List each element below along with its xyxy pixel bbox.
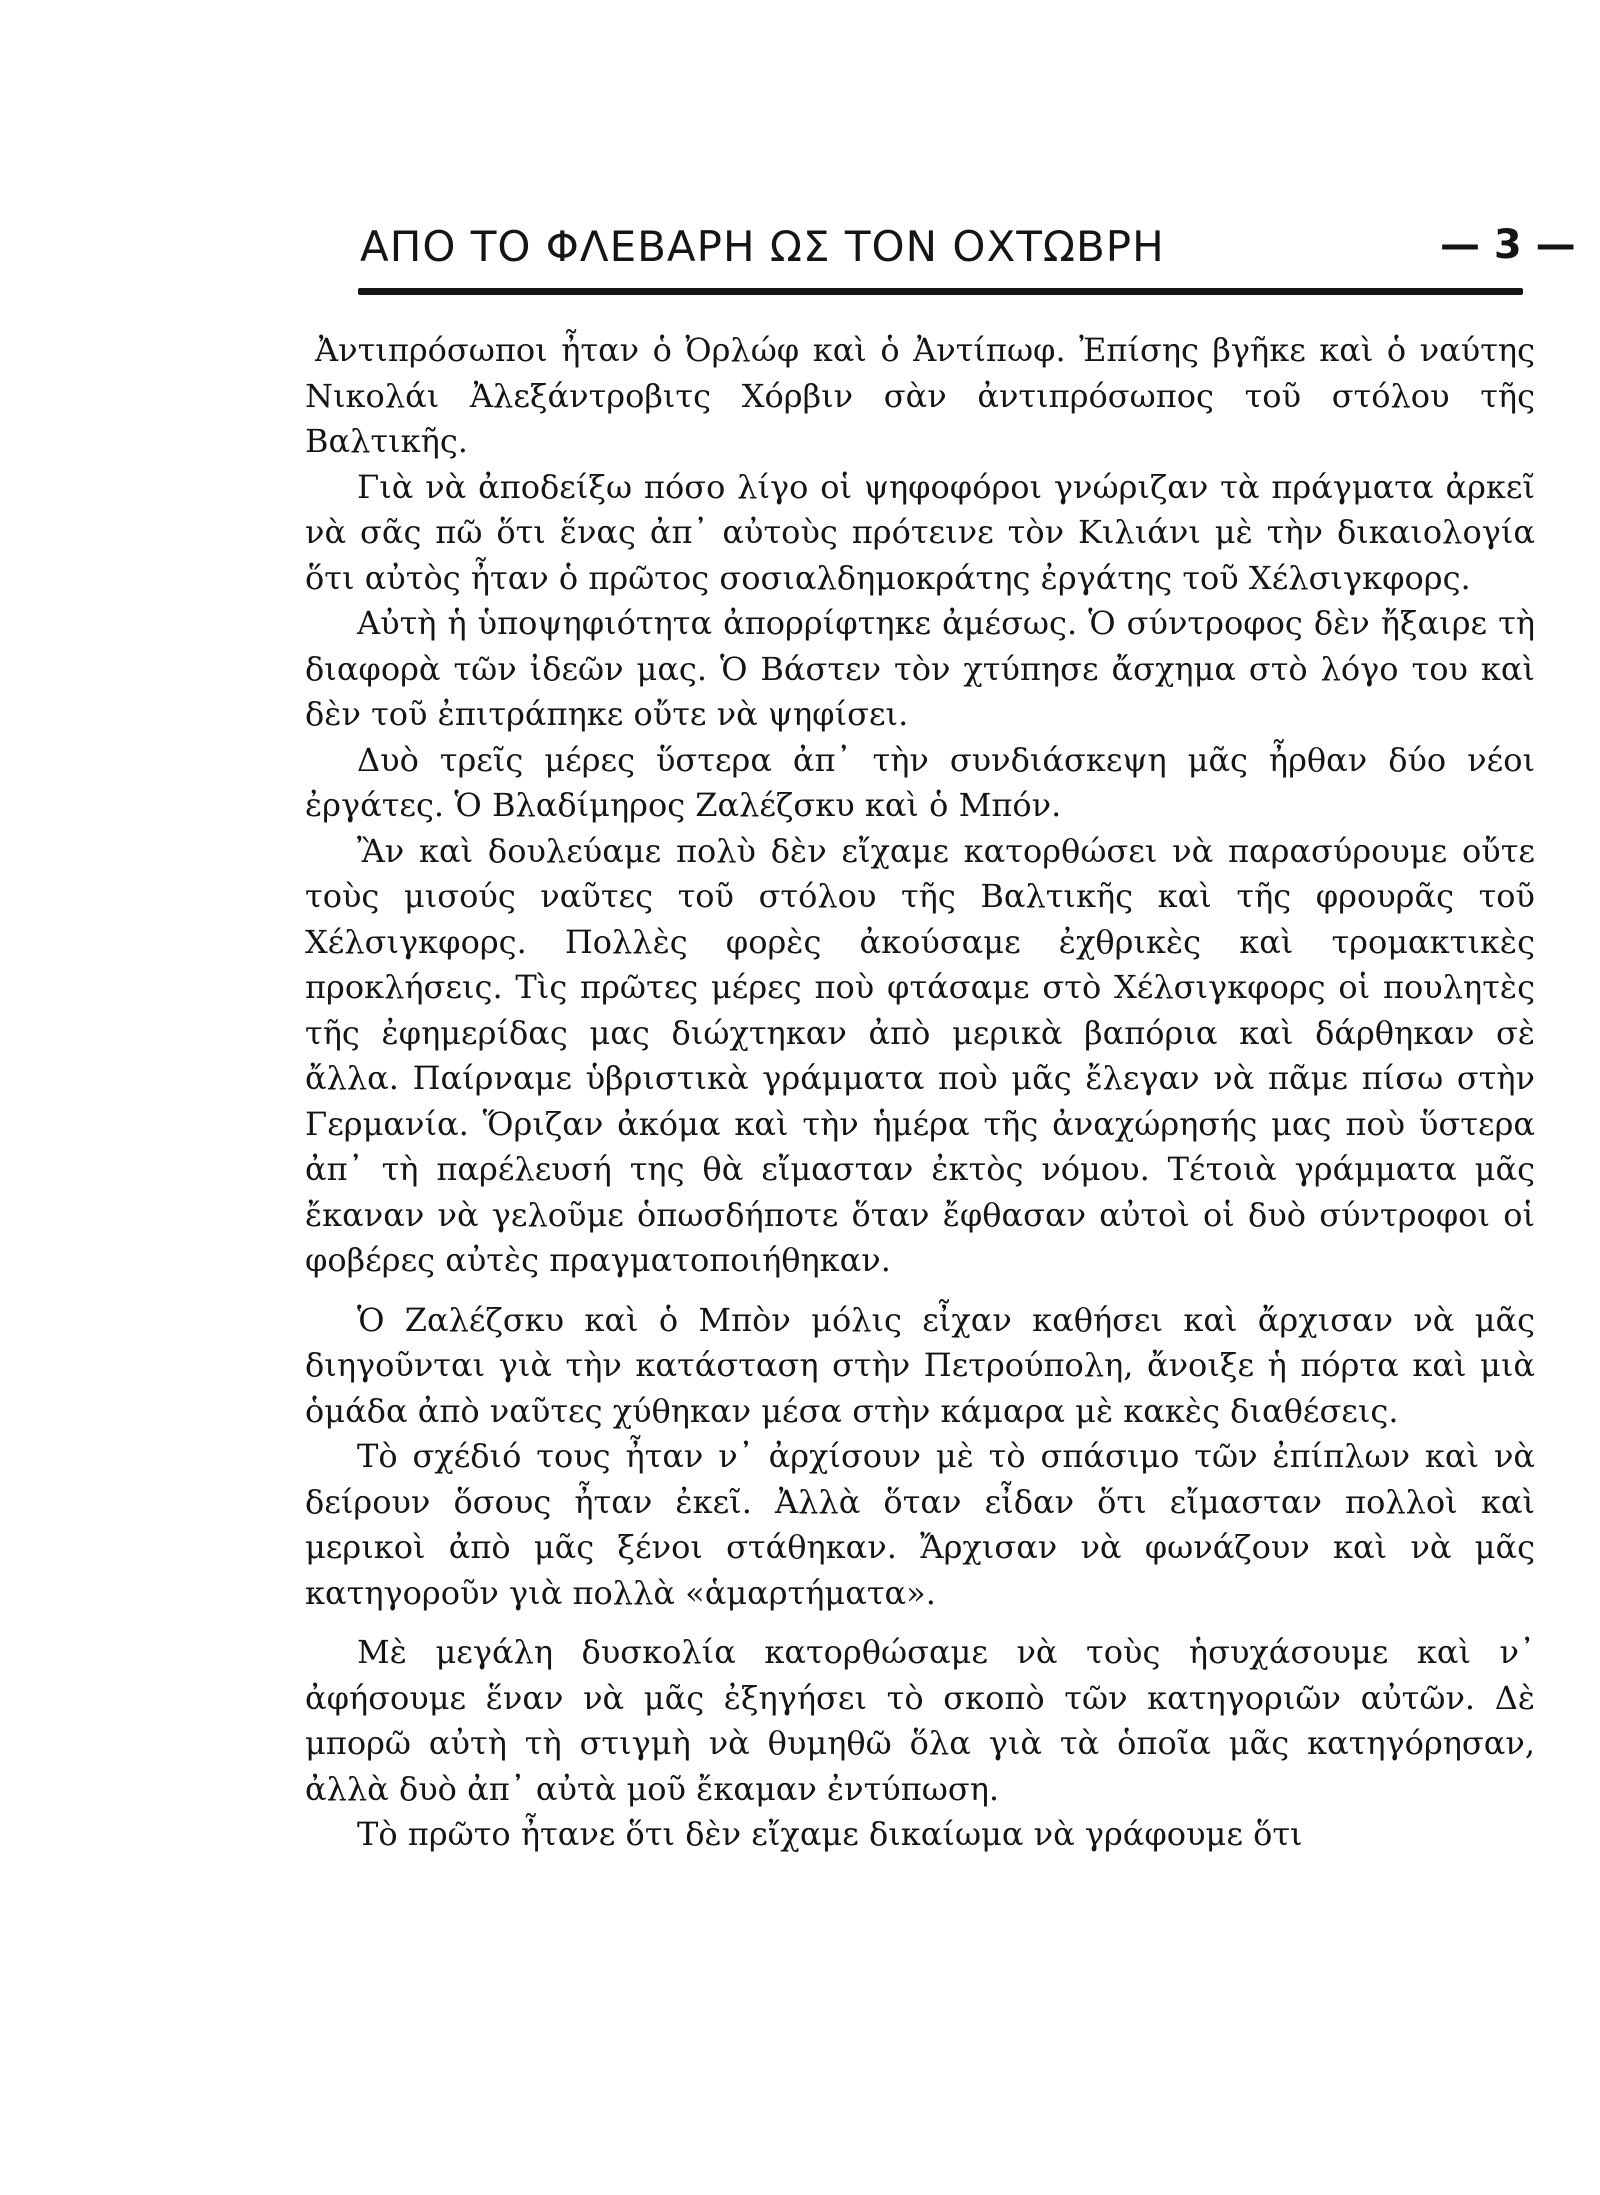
page-header — [360, 222, 1600, 282]
running-head: ΑΠΟ ΤΟ ΦΛΕΒΑΡΗ ΩΣ ΤΟΝ ΟΧΤΩΒΡΗ — [360, 222, 1165, 271]
paragraph: Τὸ σχέδιό τους ἦταν ν᾽ ἀρχίσουν μὲ τὸ σπάσιμο τῶν ἐπίπλων καὶ νὰ δείρουν ὅσους ἦταν ἐκεῖ. Ἀλλὰ ὅταν εἶδαν ὅτι εἴμασταν πολλοὶ καὶ μερικοὶ ἀπὸ μᾶς ξένοι στάθηκαν. Ἄρχισαν νὰ φωνάζουν καὶ νὰ μᾶς κατηγοροῦν γιὰ πολλὰ «ἁμαρτήματα». — [305, 1437, 1535, 1612]
paragraph: Αὐτὴ ἡ ὑποψηφιότητα ἀπορρίφτηκε ἀμέσως. Ὁ σύντροφος δὲν ἤξαιρε τὴ διαφορὰ τῶν ἰδεῶν μας. Ὁ Βάστεν τὸν χτύπησε ἄσχημα στὸ λόγο του καὶ δὲν τοῦ ἐπιτράπηκε οὔτε νὰ ψηφίσει. — [305, 604, 1535, 733]
header-rule — [358, 288, 1523, 295]
paragraph: Τὸ πρῶτο ἦτανε ὅτι δὲν εἴχαμε δικαίωμα νὰ γράφουμε ὅτι — [357, 1815, 1303, 1853]
body-text — [305, 328, 1535, 1858]
paragraph: Δυὸ τρεῖς μέρες ὕστερα ἀπ᾽ τὴν συνδιάσκεψη μᾶς ἦρθαν δύο νέοι ἐργάτες. Ὁ Βλαδίμηρος Ζαλέζσκυ καὶ ὁ Μπόν. — [305, 740, 1535, 824]
paragraph: Γιὰ νὰ ἀποδείξω πόσο λίγο οἱ ψηφοφόροι γνώριζαν τὰ πράγματα ἀρκεῖ νὰ σᾶς πῶ ὅτι ἕνας ἀπ᾽ αὐτοὺς πρότεινε τὸν Κιλιάνι μὲ τὴν δικαιολογία ὅτι αὐτὸς ἦταν ὁ πρῶτος σοσιαλδημοκράτης ἐργάτης τοῦ Χέλσιγκφορς. — [305, 467, 1535, 597]
paragraph: Ἂν καὶ δουλεύαμε πολὺ δὲν εἴχαμε κατορθώσει νὰ παρασύρουμε οὔτε τοὺς μισούς ναῦτες τοῦ στόλου τῆς Βαλτικῆς καὶ τῆς φρουρᾶς τοῦ Χέλσιγκφορς. Πολλὲς φορὲς ἀκούσαμε ἐχθρικὲς καὶ τρομακτικὲς προκλήσεις. Τὶς πρῶτες μέρες ποὺ φτάσαμε στὸ Χέλσιγκφορς οἱ πουλητὲς τῆς ἐφημερίδας μας διώχτηκαν ἀπὸ μερικὰ βαπόρια καὶ δάρθηκαν σὲ ἄλλα. Παίρναμε ὑβριστικὰ γράμματα ποὺ μᾶς ἔλεγαν νὰ πᾶμε πίσω στὴν Γερμανία. Ὅριζαν ἀκόμα καὶ τὴν ἡμέρα τῆς ἀναχώρησής μας ποὺ ὕστερα ἀπ᾽ τὴ παρέλευσή της θὰ εἴμασταν ἐκτὸς νόμου. Τέτοιὰ γράμματα μᾶς ἔκαναν νὰ γελοῦμε ὁπωσδήποτε ὅταν ἔφθασαν αὐτοὶ οἱ δυὸ σύντροφοι οἱ φοβέρες αὐτὲς πραγματοποιήθηκαν. — [305, 831, 1535, 1279]
paragraph: Ἀντιπρόσωποι ἦταν ὁ Ὀρλώφ καὶ ὁ Ἀντίπωφ. Ἐπίσης βγῆκε καὶ ὁ ναύτης Νικολάι Ἀλεξάντροβιτς Χόρβιν σὰν ἀντιπρόσωπος τοῦ στόλου τῆς Βαλτικῆς. — [305, 331, 1535, 460]
page-number: — 3 — — [1440, 222, 1576, 268]
paragraph: Μὲ μεγάλη δυσκολία κατορθώσαμε νὰ τοὺς ἡσυχάσουμε καὶ ν᾽ ἀφήσουμε ἕναν νὰ μᾶς ἐξηγήσει τὸ σκοπὸ τῶν κατηγοριῶν αὐτῶν. Δὲ μπορῶ αὐτὴ τὴ στιγμὴ νὰ θυμηθῶ ὅλα γιὰ τὰ ὁποῖα μᾶς κατηγόρησαν, ἀλλὰ δυὸ ἀπ᾽ αὐτὰ μοῦ ἔκαμαν ἐντύπωση. — [305, 1633, 1535, 1808]
paragraph: Ὁ Ζαλέζσκυ καὶ ὁ Μπὸν μόλις εἶχαν καθήσει καὶ ἄρχισαν νὰ μᾶς διηγοῦνται γιὰ τὴν κατάσταση στὴν Πετρούπολη, ἄνοιξε ἡ πόρτα καὶ μιὰ ὁμάδα ἀπὸ ναῦτες χύθηκαν μέσα στὴν κάμαρα μὲ κακὲς διαθέσεις. — [305, 1300, 1535, 1430]
